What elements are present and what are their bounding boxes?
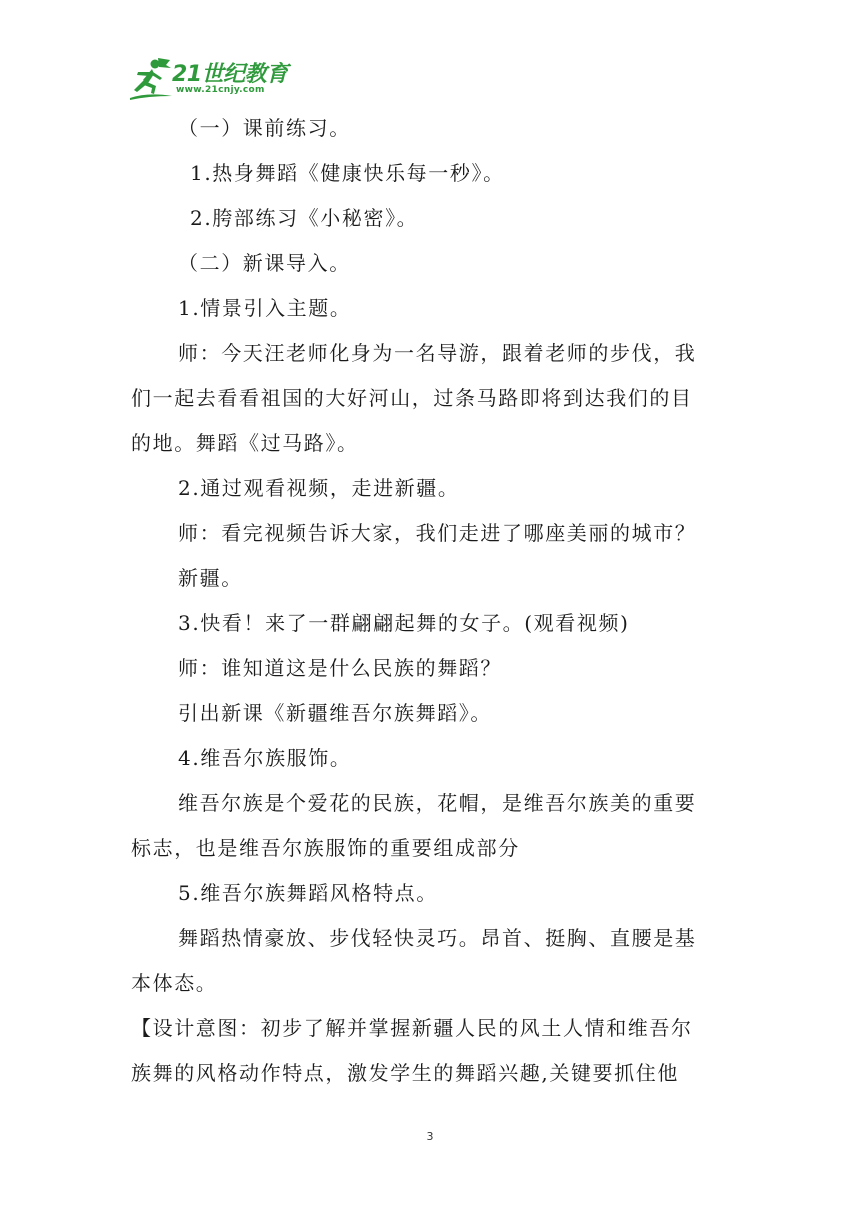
logo-name: 21世纪教育 (172, 62, 288, 87)
paragraph-line: 舞蹈热情豪放、步伐轻快灵巧。昂首、挺胸、直腰是基 (178, 926, 697, 950)
design-intent-line: 【设计意图：初步了解并掌握新疆人民的风土人情和维吾尔 (131, 1016, 693, 1040)
section-heading: （一）课前练习。 (178, 116, 351, 140)
paragraph-line: 维吾尔族是个爱花的民族，花帽，是维吾尔族美的重要 (178, 791, 697, 815)
list-item: 2.通过观看视频，走进新疆。 (178, 476, 460, 500)
design-intent-line: 族舞的风格动作特点，激发学生的舞蹈兴趣,关键要抓住他 (131, 1061, 679, 1085)
paragraph-line: 的地。舞蹈《过马路》。 (131, 431, 359, 455)
section-heading: （二）新课导入。 (178, 251, 351, 275)
page-number: 3 (426, 1130, 434, 1143)
paragraph-line: 新疆。 (178, 566, 243, 590)
logo (128, 56, 288, 102)
paragraph-line: 本体态。 (131, 971, 218, 995)
list-item: 1.情景引入主题。 (178, 296, 352, 320)
paragraph-line: 师：今天汪老师化身为一名导游，跟着老师的步伐，我 (178, 341, 697, 365)
paragraph-line: 师：谁知道这是什么民族的舞蹈？ (178, 656, 502, 680)
logo-url: www.21cnjy.com (176, 85, 265, 95)
list-item: 5.维吾尔族舞蹈风格特点。 (178, 881, 438, 905)
running-figure-icon (128, 56, 174, 102)
paragraph-line: 师：看完视频告诉大家，我们走进了哪座美丽的城市？ (178, 521, 697, 545)
paragraph-line: 们一起去看看祖国的大好河山，过条马路即将到达我们的目 (131, 386, 693, 410)
list-item: 1.热身舞蹈《健康快乐每一秒》。 (190, 161, 505, 185)
list-item: 4.维吾尔族服饰。 (178, 746, 352, 770)
paragraph-line: 引出新课《新疆维吾尔族舞蹈》。 (178, 701, 492, 725)
paragraph-line: 标志，也是维吾尔族服饰的重要组成部分 (131, 836, 520, 860)
list-item: 3.快看！来了一群翩翩起舞的女子。(观看视频) (178, 611, 630, 635)
list-item: 2.胯部练习《小秘密》。 (190, 206, 419, 230)
